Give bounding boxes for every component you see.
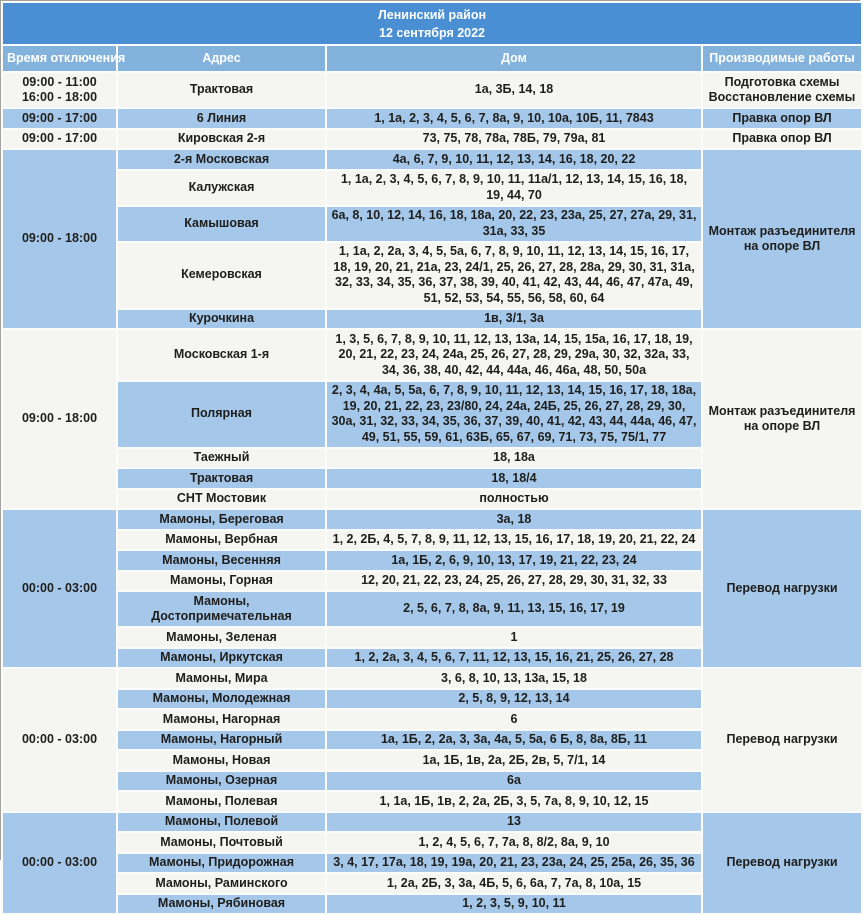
address-cell: Мамоны, Весенняя (117, 550, 326, 571)
work-cell-line: Перевод нагрузки (726, 732, 838, 746)
work-cell (702, 509, 862, 668)
houses-cell: 2, 5, 8, 9, 12, 13, 14 (326, 689, 702, 710)
address-cell: Кировская 2-я (117, 129, 326, 150)
address-cell: 6 Линия (117, 108, 326, 129)
address-cell: Мамоны, Придорожная (117, 853, 326, 874)
houses-cell: 1а, 1Б, 2, 2а, 3, 3а, 4а, 5, 5а, 6 Б, 8, 8а, 8Б, 11 (326, 730, 702, 751)
address-cell: Мамоны, Раминского (117, 873, 326, 894)
work-cell-line: Перевод нагрузки (726, 580, 838, 595)
time-cell (2, 149, 117, 329)
time-cell-line: 09:00 - 11:00 (22, 74, 97, 89)
houses-cell: 1, 3, 5, 6, 7, 8, 9, 10, 11, 12, 13, 13а, 14, 15, 15а, 16, 17, 18, 19, 20, 21, 22, 23, 24, 24а, 25, 26, 27, 28, 29, 29а, 30, 32, 32а, 33, 34, 36, 38, 40, 42, 44, 44а, 46, 46а, 48, 50, 50а (326, 329, 702, 381)
table-row (2, 509, 862, 530)
header-row (2, 45, 862, 72)
address-cell: Курочкина (117, 309, 326, 330)
col-header-work: Производимые работы (702, 45, 862, 72)
houses-cell: 3а, 18 (326, 509, 702, 530)
table-row (2, 108, 862, 129)
address-cell: Мамоны, Нагорная (117, 709, 326, 730)
outage-table-body (2, 72, 862, 914)
houses-cell: 6а (326, 771, 702, 792)
address-cell: Мамоны, Мира (117, 668, 326, 689)
work-cell-line: Правка опор ВЛ (732, 110, 832, 125)
work-cell (702, 129, 862, 150)
address-cell: Мамоны, Полевая (117, 791, 326, 812)
houses-cell: 1 (326, 627, 702, 648)
work-cell-line: Правка опор ВЛ (732, 131, 832, 145)
houses-cell: 18, 18а (326, 448, 702, 469)
houses-cell: 2, 3, 4, 4а, 5, 5а, 6, 7, 8, 9, 10, 11, 12, 13, 14, 15, 16, 17, 18, 18а, 19, 20, 21, 22, 23, 23/80, 24, 24а, 24Б, 25, 26, 27, 28, 29, 30, 30а, 31, 32, 33, 34, 35, 36, 37, 39, 40, 41, 42, 43, 44, 44а, 46, 47, 49, 51, 55, 59, 61, 63Б, 65, 67, 69, 71, 73, 75, 75/1, 77 (326, 381, 702, 448)
time-cell (2, 108, 117, 129)
houses-cell: 1а, 3Б, 14, 18 (326, 72, 702, 108)
work-cell-line: Монтаж разъединителя на опоре ВЛ (708, 403, 856, 433)
address-cell: 2-я Московская (117, 149, 326, 170)
time-cell-line: 09:00 - 17:00 (21, 110, 98, 125)
time-cell-line: 00:00 - 03:00 (21, 732, 98, 746)
title-district: Ленинский район (378, 7, 487, 22)
table-row (2, 668, 862, 689)
houses-cell: 2, 5, 6, 7, 8, 8а, 9, 11, 13, 15, 16, 17, 19 (326, 591, 702, 627)
work-cell (702, 329, 862, 509)
col-header-time: Время отключения (2, 45, 117, 72)
work-cell (702, 108, 862, 129)
table-row (2, 129, 862, 150)
address-cell: СНТ Мостовик (117, 489, 326, 510)
outage-table (1, 1, 863, 915)
time-cell-line: 09:00 - 17:00 (21, 131, 98, 145)
houses-cell: 1а, 1Б, 1в, 2а, 2Б, 2в, 5, 7/1, 14 (326, 750, 702, 771)
table-row (2, 149, 862, 170)
houses-cell: 18, 18/4 (326, 468, 702, 489)
table-row (2, 812, 862, 833)
table-row (2, 329, 862, 381)
houses-cell: 6 (326, 709, 702, 730)
table-title (2, 2, 862, 45)
houses-cell: 1, 2, 4, 5, 6, 7, 7а, 8, 8/2, 8а, 9, 10 (326, 832, 702, 853)
address-cell: Полярная (117, 381, 326, 448)
time-cell-line: 09:00 - 18:00 (21, 411, 98, 426)
address-cell: Камышовая (117, 206, 326, 242)
address-cell: Кемеровская (117, 242, 326, 309)
houses-cell: 13 (326, 812, 702, 833)
address-cell: Мамоны, Зеленая (117, 627, 326, 648)
time-cell (2, 509, 117, 668)
address-cell: Мамоны, Озерная (117, 771, 326, 792)
houses-cell: 1, 2, 2Б, 4, 5, 7, 8, 9, 11, 12, 13, 15, 16, 17, 18, 19, 20, 21, 22, 24 (326, 530, 702, 551)
table-row (2, 72, 862, 108)
houses-cell: 1а, 1Б, 2, 6, 9, 10, 13, 17, 19, 21, 22, 23, 24 (326, 550, 702, 571)
time-cell-line: 00:00 - 03:00 (21, 855, 98, 869)
houses-cell: 1, 1а, 2, 3, 4, 5, 6, 7, 8, 9, 10, 11, 11а/1, 12, 13, 14, 15, 16, 18, 19, 44, 70 (326, 170, 702, 206)
address-cell: Мамоны, Нагорный (117, 730, 326, 751)
time-cell (2, 72, 117, 108)
title-date: 12 сентября 2022 (379, 25, 486, 40)
houses-cell: 3, 6, 8, 10, 13, 13а, 15, 18 (326, 668, 702, 689)
time-cell-line: 09:00 - 18:00 (21, 231, 98, 246)
houses-cell: 3, 4, 17, 17а, 18, 19, 19а, 20, 21, 23, 23а, 24, 25, 25а, 26, 35, 36 (326, 853, 702, 874)
title-row (2, 2, 862, 45)
houses-cell: 12, 20, 21, 22, 23, 24, 25, 26, 27, 28, 29, 30, 31, 32, 33 (326, 571, 702, 592)
time-cell-line: 16:00 - 18:00 (21, 90, 98, 104)
address-cell: Мамоны, Молодежная (117, 689, 326, 710)
houses-cell: 1, 1а, 2, 3, 4, 5, 6, 7, 8а, 9, 10, 10а, 10Б, 11, 7843 (326, 108, 702, 129)
work-cell (702, 812, 862, 915)
houses-cell: полностью (326, 489, 702, 510)
work-cell (702, 72, 862, 108)
address-cell: Мамоны, Почтовый (117, 832, 326, 853)
time-cell (2, 812, 117, 915)
address-cell: Московская 1-я (117, 329, 326, 381)
col-header-house: Дом (326, 45, 702, 72)
houses-cell: 1, 1а, 1Б, 1в, 2, 2а, 2Б, 3, 5, 7а, 8, 9, 10, 12, 15 (326, 791, 702, 812)
address-cell: Мамоны, Новая (117, 750, 326, 771)
work-cell-line: Перевод нагрузки (726, 855, 838, 869)
houses-cell: 1, 2, 3, 5, 9, 10, 11 (326, 894, 702, 915)
houses-cell: 73, 75, 78, 78а, 78Б, 79, 79а, 81 (326, 129, 702, 150)
address-cell: Трактовая (117, 468, 326, 489)
address-cell: Трактовая (117, 72, 326, 108)
houses-cell: 1, 2, 2а, 3, 4, 5, 6, 7, 11, 12, 13, 15, 16, 21, 25, 26, 27, 28 (326, 648, 702, 669)
work-cell-line: Восстановление схемы (708, 90, 856, 104)
address-cell: Калужская (117, 170, 326, 206)
time-cell (2, 668, 117, 812)
address-cell: Таежный (117, 448, 326, 469)
work-cell (702, 149, 862, 329)
address-cell: Мамоны, Горная (117, 571, 326, 592)
address-cell: Мамоны, Вербная (117, 530, 326, 551)
time-cell-line: 00:00 - 03:00 (21, 580, 98, 595)
col-header-address: Адрес (117, 45, 326, 72)
address-cell: Мамоны, Рябиновая (117, 894, 326, 915)
houses-cell: 1, 2а, 2Б, 3, 3а, 4Б, 5, 6, 6а, 7, 7а, 8, 10а, 15 (326, 873, 702, 894)
address-cell: Мамоны, Береговая (117, 509, 326, 530)
work-cell (702, 668, 862, 812)
time-cell (2, 129, 117, 150)
address-cell: Мамоны, Иркутская (117, 648, 326, 669)
houses-cell: 6а, 8, 10, 12, 14, 16, 18, 18а, 20, 22, 23, 23а, 25, 27, 27а, 29, 31, 31а, 33, 35 (326, 206, 702, 242)
time-cell (2, 329, 117, 509)
houses-cell: 4а, 6, 7, 9, 10, 11, 12, 13, 14, 16, 18, 20, 22 (326, 149, 702, 170)
address-cell: Мамоны, Полевой (117, 812, 326, 833)
work-cell-line: Подготовка схемы (724, 74, 840, 89)
work-cell-line: Монтаж разъединителя на опоре ВЛ (708, 223, 856, 253)
houses-cell: 1, 1а, 2, 2а, 3, 4, 5, 5а, 6, 7, 8, 9, 10, 11, 12, 13, 14, 15, 16, 17, 18, 19, 20, 21, 21а, 23, 24/1, 25, 26, 27, 28, 28а, 29, 30, 31, 31а, 32, 33, 34, 35, 36, 37, 38, 39, 40, 41, 42, 43, 44, 46, 47, 47а, 49, 51, 52, 53, 54, 55, 56, 58, 60, 64 (326, 242, 702, 309)
address-cell: Мамоны, Достопримечательная (117, 591, 326, 627)
houses-cell: 1в, 3/1, 3а (326, 309, 702, 330)
